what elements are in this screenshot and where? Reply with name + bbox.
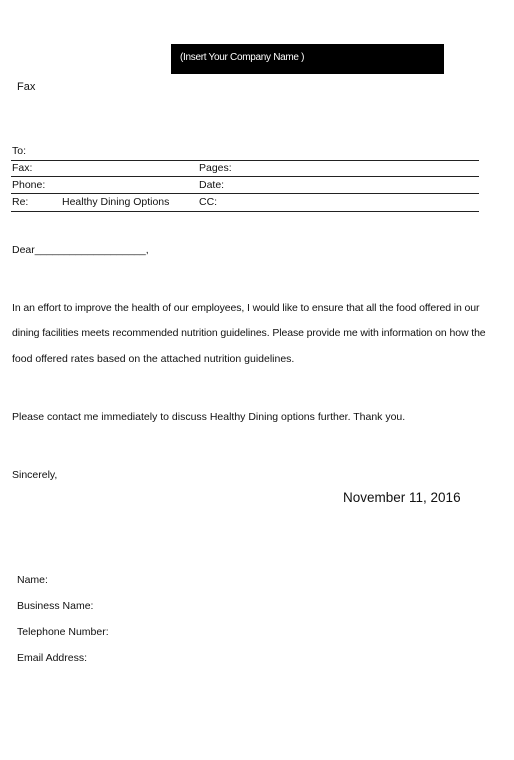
- divider-4: [11, 211, 479, 212]
- divider-3: [11, 193, 479, 194]
- date-label: Date:: [199, 179, 225, 191]
- business-name-label: Business Name:: [17, 600, 94, 612]
- pages-label: Pages:: [199, 162, 232, 174]
- re-label: Re:: [12, 196, 29, 208]
- paragraph-1-line-3: food offered rates based on the attached nutrition guidelines.: [12, 353, 295, 365]
- email-label: Email Address:: [17, 652, 88, 664]
- letter-date: November 11, 2016: [343, 490, 461, 505]
- phone-label: Phone:: [12, 179, 46, 191]
- cc-label: CC:: [199, 196, 218, 208]
- paragraph-1-line-1: In an effort to improve the health of our employees, I would like to ensure that all the food offered in our: [12, 302, 480, 314]
- fax-title: Fax: [17, 81, 36, 93]
- telephone-label: Telephone Number:: [17, 626, 109, 638]
- to-label: To:: [12, 145, 27, 157]
- closing: Sincerely,: [12, 469, 58, 481]
- divider-1: [11, 160, 479, 161]
- salutation: Dear___________________,: [12, 244, 149, 256]
- divider-2: [11, 176, 479, 177]
- paragraph-2: Please contact me immediately to discuss Healthy Dining options further. Thank you.: [12, 411, 406, 423]
- re-value: Healthy Dining Options: [62, 196, 170, 208]
- fax-label: Fax:: [12, 162, 33, 174]
- company-name: (Insert Your Company Name ): [180, 52, 305, 63]
- paragraph-1-line-2: dining facilities meets recommended nutrition guidelines. Please provide me with information on how the: [12, 327, 486, 339]
- name-label: Name:: [17, 574, 48, 586]
- company-name-box: [171, 44, 444, 74]
